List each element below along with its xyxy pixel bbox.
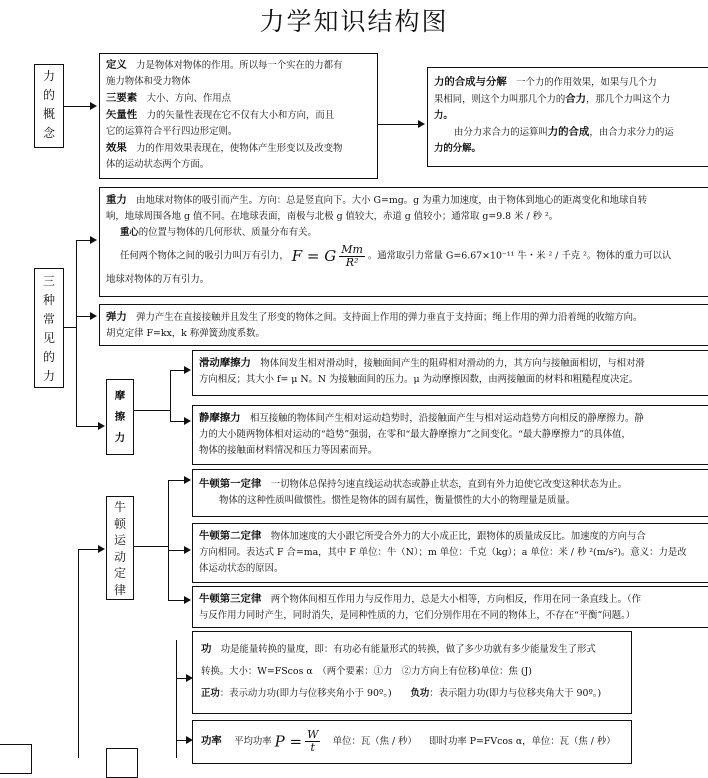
newton-first-head: 牛顿第一定律	[199, 478, 262, 490]
concept-side-text: 力 的 概 念	[42, 69, 55, 140]
newton-third-head: 牛顿第三定律	[199, 593, 262, 605]
elastic-box	[99, 304, 708, 346]
newton-first-box	[192, 469, 708, 517]
connector	[78, 549, 98, 550]
newton-second-text-3: 体运动状态的原因。	[199, 563, 284, 574]
newton-first-text-2: 物体的这种性质叫做惯性。惯性是物体的固有属性，衡量惯性的大小的物理量是质量。	[219, 495, 576, 506]
arrow-icon	[418, 120, 425, 128]
connector	[170, 370, 171, 422]
connector	[176, 740, 186, 741]
connector	[168, 600, 184, 601]
gravitation-formula-lhs: F = G	[291, 247, 337, 265]
arrow-icon	[90, 312, 97, 320]
power-head: 功率	[201, 735, 222, 747]
gravitation-denominator: R²	[345, 255, 359, 269]
partial-box-left	[0, 744, 32, 774]
newton-second-box	[192, 523, 708, 583]
newton-side-text: 牛 顿 运 动 定 律	[113, 500, 126, 597]
gravity-text-2: 响，地球周围各地 g 值不同。在地球表面，南极与北极 g 值较大，赤道 g 值较小；通常取 g=9.8 米 / 秒 ²。	[106, 211, 559, 222]
concept-box	[99, 53, 378, 179]
vector-head: 矢量性	[106, 109, 138, 121]
common-forces-side-label	[34, 268, 64, 388]
composition-head: 力的合成与分解	[434, 76, 507, 88]
elastic-text: 弹力产生在直接接触并且发生了形变的物体之间。支持面上作用的弹力垂直于支持面；绳上作用的弹力沿着绳的收缩方向。	[136, 312, 643, 323]
connector	[64, 106, 90, 107]
static-friction-text-2: 力的大小随两物体相对运动的“趋势”强弱，在零和“最大静摩擦力”之间变化。“最大静摩擦力”的具体值，	[199, 429, 631, 440]
newton-second-text-2: 方向相同。表达式 F 合=ma，其中 F 单位：牛（N）；m 单位：千克（kg）；a 单位：米 / 秒 ²(m/s²)。意义：力是改	[199, 547, 687, 558]
composition-text-4c: ，由合力求分力的运	[589, 127, 674, 138]
effect-text: 力的作用效果表现在，使物体产生形变以及改变物	[136, 143, 343, 154]
arrow-icon	[184, 366, 191, 374]
newton-second-head: 牛顿第二定律	[199, 530, 262, 542]
static-friction-head: 静摩擦力	[199, 412, 241, 424]
gravity-box	[99, 187, 708, 297]
power-avg-label: 平均功率	[234, 736, 272, 747]
connector	[168, 480, 184, 481]
work-head: 功	[201, 643, 212, 655]
arrow-icon	[98, 422, 105, 430]
power-inst-text: 即时功率 P=FVcos α，单位：瓦（焦 / 秒）	[429, 736, 616, 747]
elements-head: 三要素	[106, 92, 138, 104]
newton-third-box	[192, 586, 708, 628]
composition-text-2c: ，那几个力叫这个力	[586, 94, 671, 105]
connector	[78, 549, 79, 758]
positive-work-head: 正功	[201, 688, 220, 699]
sliding-friction-text-2: 方向相反；其大小 f= μ N。N 为接触面间的压力。μ 为动摩擦因数，由两接触面的材料和粗糙程度决定。	[199, 374, 639, 385]
gravitation-numerator: Mm	[341, 242, 363, 256]
composition-text: 一个力的作用效果，如果与几个力	[516, 77, 657, 88]
connector	[176, 678, 186, 679]
friction-side-label	[106, 379, 134, 455]
elastic-head: 弹力	[106, 311, 127, 323]
positive-work-text: ：表示动力功(即力与位移夹角小于 90º。)	[219, 688, 392, 699]
composition-text-3: 力。	[434, 110, 453, 121]
connector	[76, 316, 90, 317]
composition-box	[427, 67, 708, 167]
sliding-friction-text: 物体间发生相对滑动时，接触面间产生的阻碍相对滑动的力，其方向与接触面相切，与相对滑	[260, 358, 645, 369]
definition-head: 定义	[106, 59, 127, 71]
center-of-gravity-head: 重心	[120, 227, 139, 238]
connector	[378, 124, 418, 125]
power-denominator: t	[310, 741, 315, 754]
composition-text-5: 力的分解。	[434, 143, 481, 154]
connector	[170, 370, 184, 371]
connector	[134, 410, 170, 411]
arrow-icon	[90, 102, 97, 110]
arrow-icon	[184, 546, 191, 554]
elements-text: 大小、方向、作用点	[146, 93, 231, 104]
gravitation-after: 。通常取引力常量 G=6.67×10⁻¹¹ 牛・米 ² / 千克 ²。物体的重力可以认	[367, 250, 672, 262]
static-friction-text-3: 物体的接触面材料情况和压力等因素而异。	[199, 445, 378, 456]
composition-synthesis: 力的合成	[547, 126, 590, 138]
gravity-head: 重力	[106, 194, 127, 206]
connector	[76, 240, 77, 426]
connector	[170, 421, 184, 422]
negative-work-text: ：表示阻力功(即力与位移夹角大于 90º。)	[429, 688, 602, 699]
connector	[134, 546, 168, 547]
newton-second-text: 物体加速度的大小跟它所受合外力的大小成正比，跟物体的质量成反比。加速度的方向与合	[270, 531, 646, 542]
vector-text: 力的矢量性表现在它不仅有大小和方向，而且	[146, 110, 335, 121]
newton-first-text: 一切物体总保持匀速直线运动状态或静止状态，直到有外力迫使它改变这种状态为止。	[270, 479, 627, 490]
composition-resultant: 合力	[565, 93, 587, 105]
connector	[168, 480, 169, 600]
connector	[76, 426, 98, 427]
newton-third-text: 两个物体间相互作用力与反作用力，总是大小相等，方向相反，作用在同一条直线上。（作	[270, 594, 642, 605]
power-avg-unit: 单位：瓦（焦 / 秒）	[332, 736, 417, 747]
arrow-icon	[184, 596, 191, 604]
page-title: 力学知识结构图	[259, 7, 449, 36]
arrow-icon	[184, 417, 191, 425]
gravity-text: 由地球对物体的吸引而产生。方向：总是竖直向下。大小 G=mg。g 为重力加速度，由于物体到地心的距离变化和地球自转	[136, 195, 648, 206]
work-box	[192, 631, 632, 714]
static-friction-text: 相互接触的物体间产生相对运动趋势时，沿接触面产生与相对运动趋势方向相反的静摩擦力。静	[249, 413, 644, 424]
power-box	[192, 720, 632, 764]
arrow-icon	[184, 476, 191, 484]
center-of-gravity-text: 的位置与物体的几何形状、质量分布有关。	[138, 227, 317, 238]
arrow-icon	[90, 236, 97, 244]
composition-text-2a: 果相同，则这个力叫那几个力的	[434, 94, 566, 105]
definition-text: 力是物体对物体的作用。所以每一个实在的力都有	[136, 60, 343, 71]
work-text: 功是能量转换的量度，即：有功必有能量形式的转换，做了多少功就有多少能量发生了形式	[220, 644, 596, 655]
sliding-friction-head: 滑动摩擦力	[199, 357, 251, 369]
newton-side-label	[106, 496, 134, 600]
connector	[64, 327, 76, 328]
composition-text-4a: 由分力求合力的运算叫	[454, 127, 548, 138]
connector	[76, 240, 90, 241]
power-numerator: W	[307, 728, 319, 741]
effect-text-2: 体的运动状态两个方面。	[106, 159, 210, 170]
concept-side-label	[34, 64, 64, 148]
common-forces-side-text: 三 种 常 见 的 力	[42, 274, 55, 383]
partial-box-middle	[106, 748, 138, 778]
gravity-text-last: 地球对物体的万有引力。	[106, 273, 210, 285]
gravitation-text: 任何两个物体之间的吸引力叫万有引力，	[120, 250, 289, 262]
effect-head: 效果	[106, 142, 127, 154]
work-text-2: 转换。大小：W=FScos α （两个要素：①力 ②力方向上有位移)单位：焦 (J)	[201, 666, 532, 677]
friction-side-text: 摩 擦 力	[114, 390, 126, 444]
elastic-text-2: 胡克定律 F=kx，k 称弹簧劲度系数。	[106, 328, 265, 339]
newton-third-text-2: 与反作用力同时产生，同时消失，是同种性质的力，它们分别作用在不同的物体上，不存在“平衡”问题。）	[199, 610, 636, 621]
vector-text-2: 它的运算符合平行四边形定则。	[106, 126, 238, 137]
static-friction-box	[192, 405, 708, 465]
connector	[168, 550, 184, 551]
definition-text-2: 施力物体和受力物体	[106, 76, 191, 87]
sliding-friction-box	[192, 350, 708, 396]
gravitation-fraction	[339, 244, 365, 269]
arrow-icon	[98, 545, 105, 553]
power-formula-lhs: P =	[274, 732, 303, 751]
negative-work-head: 负功	[410, 688, 430, 699]
power-fraction	[305, 729, 320, 754]
